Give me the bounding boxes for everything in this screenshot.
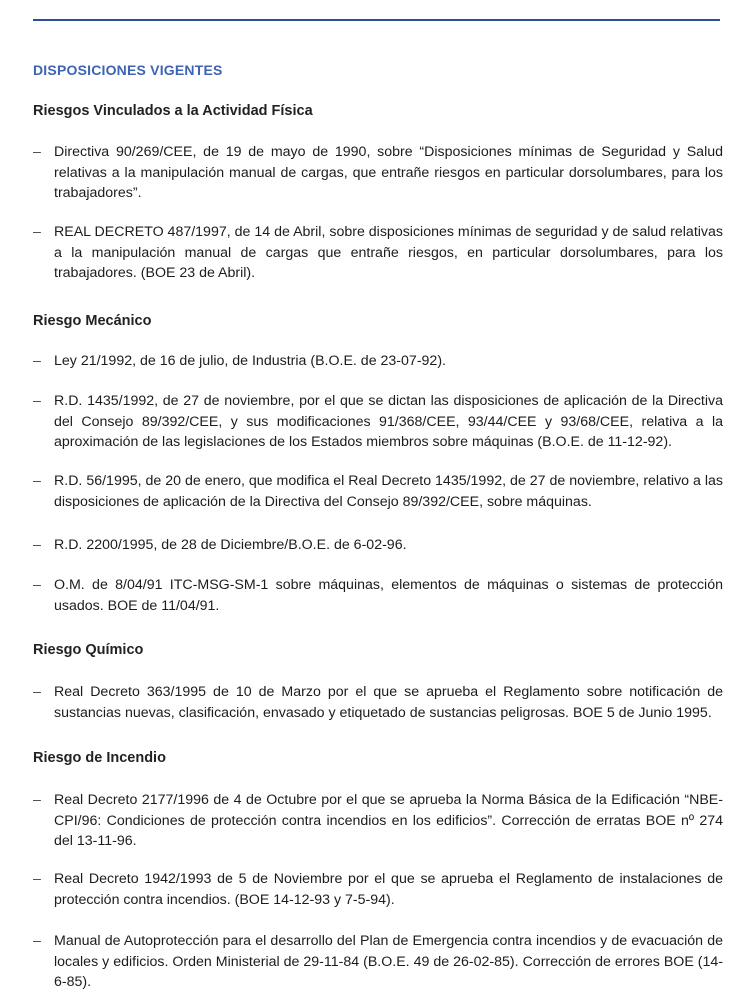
list-item <box>33 682 723 723</box>
dash-marker: – <box>33 144 41 160</box>
list-item <box>33 391 723 453</box>
item-text: Ley 21/1992, de 16 de julio, de Industria (B.O.E. de 23-07-92). <box>54 353 446 369</box>
list-item <box>33 790 723 852</box>
list-item <box>33 142 723 204</box>
dash-marker: – <box>33 792 41 808</box>
item-text: R.D. 2200/1995, de 28 de Diciembre/B.O.E. de 6-02-96. <box>54 537 407 553</box>
item-text: Real Decreto 1942/1993 de 5 de Noviembre por el que se aprueba el Reglamento de instalaciones de protección contra incendios. (BOE 14-12-93 y 7-5-94). <box>54 871 723 908</box>
dash-marker: – <box>33 933 41 949</box>
list-item <box>33 931 723 993</box>
dash-marker: – <box>33 684 41 700</box>
section-title: Riesgo Mecánico <box>33 313 152 329</box>
item-text: Real Decreto 2177/1996 de 4 de Octubre por el que se aprueba la Norma Básica de la Edificación “NBE-CPI/96: Condiciones de protección contra incendios en los edificios”. Corrección de erratas BOE nº 274 del 13-11-96. <box>54 792 723 849</box>
dash-marker: – <box>33 871 41 887</box>
item-text: R.D. 56/1995, de 20 de enero, que modifica el Real Decreto 1435/1992, de 27 de noviembre, relativo a las disposiciones de aplicación de la Directiva del Consejo 89/392/CEE, sobre máquinas. <box>54 473 723 510</box>
dash-marker: – <box>33 224 41 240</box>
item-text: R.D. 1435/1992, de 27 de noviembre, por el que se dictan las disposiciones de aplicación de la Directiva del Consejo 89/392/CEE, y sus modificaciones 91/368/CEE, 93/44/CEE y 93/68/CEE, relativa a la aproximación de las legislaciones de los Estados miembros sobre máquinas (B.O.E. de 11-12-92). <box>54 393 723 450</box>
item-text: Manual de Autoprotección para el desarrollo del Plan de Emergencia contra incendios y de evacuación de locales y edificios. Orden Ministerial de 29-11-84 (B.O.E. 49 de 26-02-85). Corrección de errores BOE (14-6-85). <box>54 933 723 990</box>
section-title: Riesgo Químico <box>33 642 144 658</box>
list-item <box>33 222 723 284</box>
dash-marker: – <box>33 393 41 409</box>
item-text: Directiva 90/269/CEE, de 19 de mayo de 1990, sobre “Disposiciones mínimas de Seguridad y Salud relativas a la manipulación manual de cargas, que entrañe riesgos en particular dorsolumbares, para los trabajadores”. <box>54 144 723 201</box>
dash-marker: – <box>33 577 41 593</box>
section-title: Riesgo de Incendio <box>33 750 166 766</box>
item-text: REAL DECRETO 487/1997, de 14 de Abril, sobre disposiciones mínimas de seguridad y de salud relativas a la manipulación manual de cargas que entrañe riesgos, en particular dorsolumbares, para los trabajadores. (BOE 23 de Abril). <box>54 224 723 281</box>
list-item <box>33 575 723 616</box>
dash-marker: – <box>33 537 41 553</box>
dash-marker: – <box>33 353 41 369</box>
list-item <box>33 471 723 512</box>
item-text: O.M. de 8/04/91 ITC-MSG-SM-1 sobre máquinas, elementos de máquinas o sistemas de protección usados. BOE de 11/04/91. <box>54 577 723 614</box>
item-text: Real Decreto 363/1995 de 10 de Marzo por el que se aprueba el Reglamento sobre notificación de sustancias nuevas, clasificación, envasado y etiquetado de sustancias peligrosas. BOE 5 de Junio 1995. <box>54 684 723 721</box>
list-item <box>33 535 723 556</box>
top-rule <box>33 19 720 21</box>
dash-marker: – <box>33 473 41 489</box>
section-title: Riesgos Vinculados a la Actividad Física <box>33 103 313 119</box>
list-item <box>33 351 723 372</box>
page-heading: DISPOSICIONES VIGENTES <box>33 62 223 78</box>
list-item <box>33 869 723 910</box>
